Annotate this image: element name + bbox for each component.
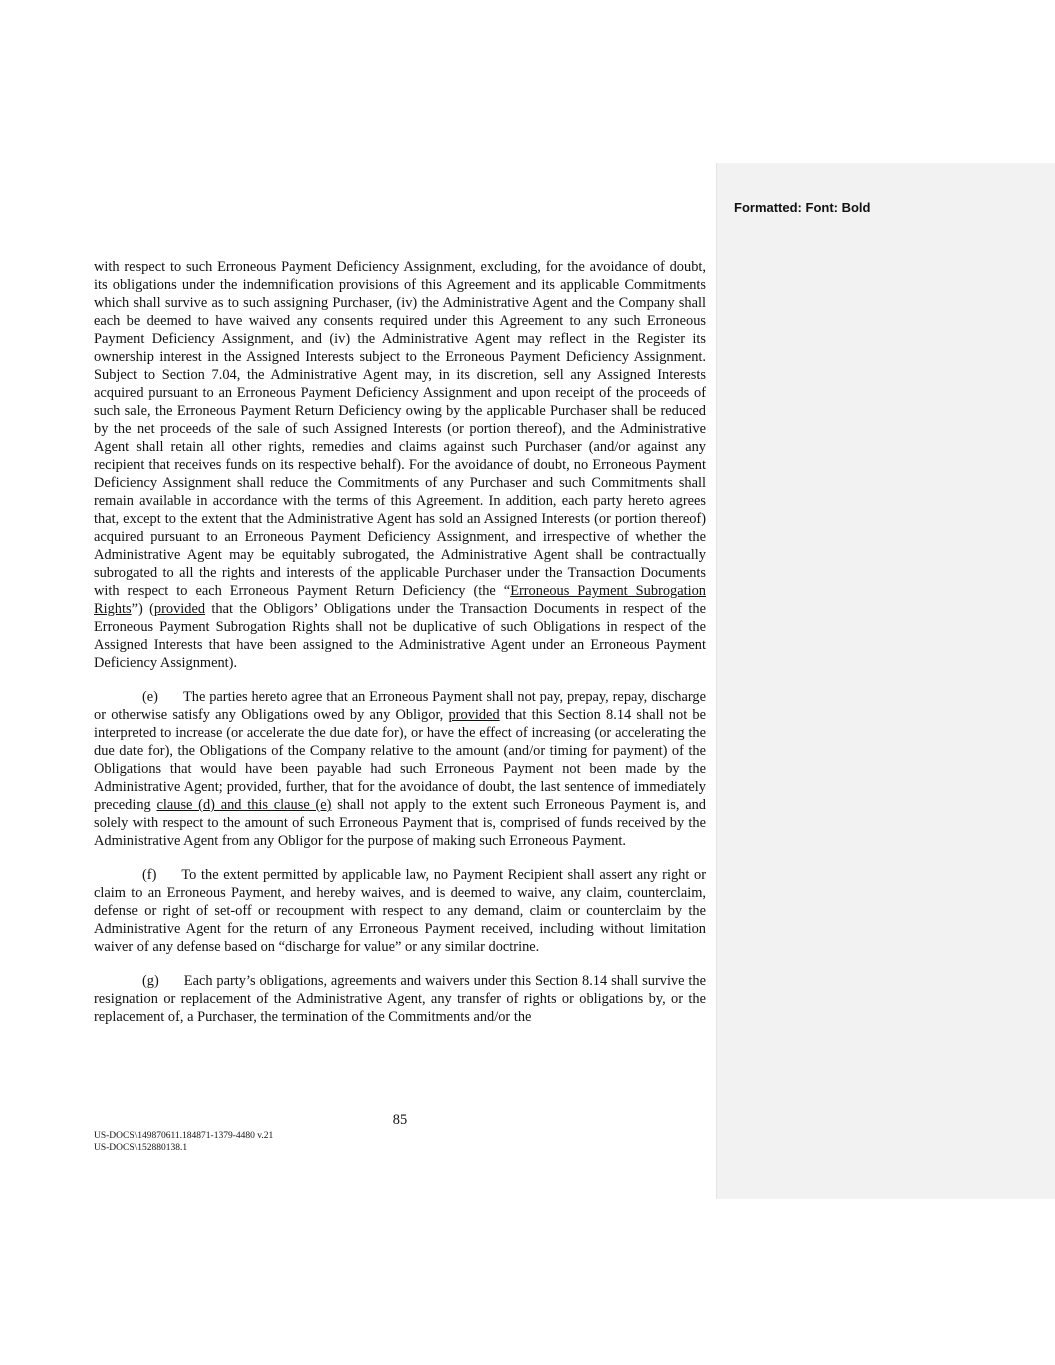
clause-g-paragraph [94,972,706,1026]
clause-e-text-2: that this Section 8.14 shall not be interpreted to increase (or accelerate the due date for), or have the effect of increasing (or accelerating the due date for), the Obligations of the Company relative to the amount (and/or timing for payment) of the Obligations that would have been payable had such Erroneous Payment not been made by the Administrative Agent; provided, further, that for the avoidance of doubt, the last sentence of immediately preceding [94,707,706,813]
clause-e-text-1: The parties hereto agree that an Erroneous Payment shall not pay, prepay, repay, discharge or otherwise satisfy any Obligations owed by any Obligor, [94,689,706,723]
comment-format-label: Formatted: Font: Bold [734,200,871,215]
continuation-text-2: ”) ( [131,601,154,617]
footer-doc-id-1: US-DOCS\149870611.184871-1379-4480 v.21 [94,1131,274,1141]
clause-g-text: Each party’s obligations, agreements and waivers under this Section 8.14 shall survive the resignation or replacement of the Administrative Agent, any transfer of rights or obligations by, or the replacement of, a Purchaser, the termination of the Commitments and/or the [94,973,706,1025]
document-footer [94,1130,273,1154]
clause-f-paragraph [94,866,706,956]
continuation-text-1: with respect to such Erroneous Payment Deficiency Assignment, excluding, for the avoidance of doubt, its obligations under the indemnification provisions of this Agreement and its applicable Commitments which shall survive as to such assigning Purchaser, (iv) the Administrative Agent and the Company shall each be deemed to have waived any consents required under this Agreement to any such Erroneous Payment Deficiency Assignment, and (iv) the Administrative Agent may reflect in the Register its ownership interest in the Assigned Interests subject to the Erroneous Payment Deficiency Assignment. Subject to Section 7.04, the Administrative Agent may, in its discretion, sell any Assigned Interests acquired pursuant to an Erroneous Payment Deficiency Assignment and upon receipt of the proceeds of such sale, the Erroneous Payment Return Deficiency owing by the applicable Purchaser shall be reduced by the net proceeds of the sale of such Assigned Interests (or portion thereof), and the Administrative Agent shall retain all other rights, remedies and claims against such Purchaser (and/or against any recipient that receives funds on its respective behalf). For the avoidance of doubt, no Erroneous Payment Deficiency Assignment shall reduce the Commitments of any Purchaser and such Commitments shall remain available in accordance with the terms of this Agreement. In addition, each party hereto agrees that, except to the extent that the Administrative Agent has sold an Assigned Interests (or portion thereof) acquired pursuant to an Erroneous Payment Deficiency Assignment, and irrespective of whether the Administrative Agent may be equitably subrogated, the Administrative Agent shall be contractually subrogated to all the rights and interests of the applicable Purchaser under the Transaction Documents with respect to each Erroneous Payment Return Deficiency (the “ [94,259,706,599]
clause-e-paragraph [94,688,706,850]
document-body [94,258,706,1026]
clause-f-text: To the extent permitted by applicable law, no Payment Recipient shall assert any right or claim to an Erroneous Payment, and hereby waives, and is deemed to waive, any claim, counterclaim, defense or right of set-off or recoupment with respect to any demand, claim or counterclaim by the Administrative Agent for the return of any Erroneous Payment received, including without limitation waiver of any defense based on “discharge for value” or any similar doctrine. [94,867,706,955]
defined-term-subrogation-rights: Erroneous Payment Subrogation Rights [94,583,706,617]
provided-underlined: provided [153,601,206,617]
continuation-text-3: that the Obligors’ Obligations under the Transaction Documents in respect of the Erroneous Payment Subrogation Rights shall not be duplicative of such Obligations in respect of the Assigned Interests that have been assigned to the Administrative Agent under an Erroneous Payment Deficiency Assignment). [94,601,706,671]
footer-doc-id-2: US-DOCS\152880138.1 [94,1143,188,1153]
page-number: 85 [392,1112,408,1128]
clause-g-label: (g) [142,973,159,989]
clause-e-reference: clause (d) and this clause (e) [156,797,332,813]
clause-e-provided: provided [448,707,500,723]
comment-pane [716,163,1055,1199]
clause-e-label: (e) [142,689,158,705]
clause-e-text-3: shall not apply to the extent such Erroneous Payment is, and solely with respect to the amount of such Erroneous Payment that is, comprised of funds received by the Administrative Agent from any Obligor for the purpose of making such Erroneous Payment. [94,797,706,849]
continuation-paragraph [94,258,706,672]
clause-f-label: (f) [142,867,157,883]
